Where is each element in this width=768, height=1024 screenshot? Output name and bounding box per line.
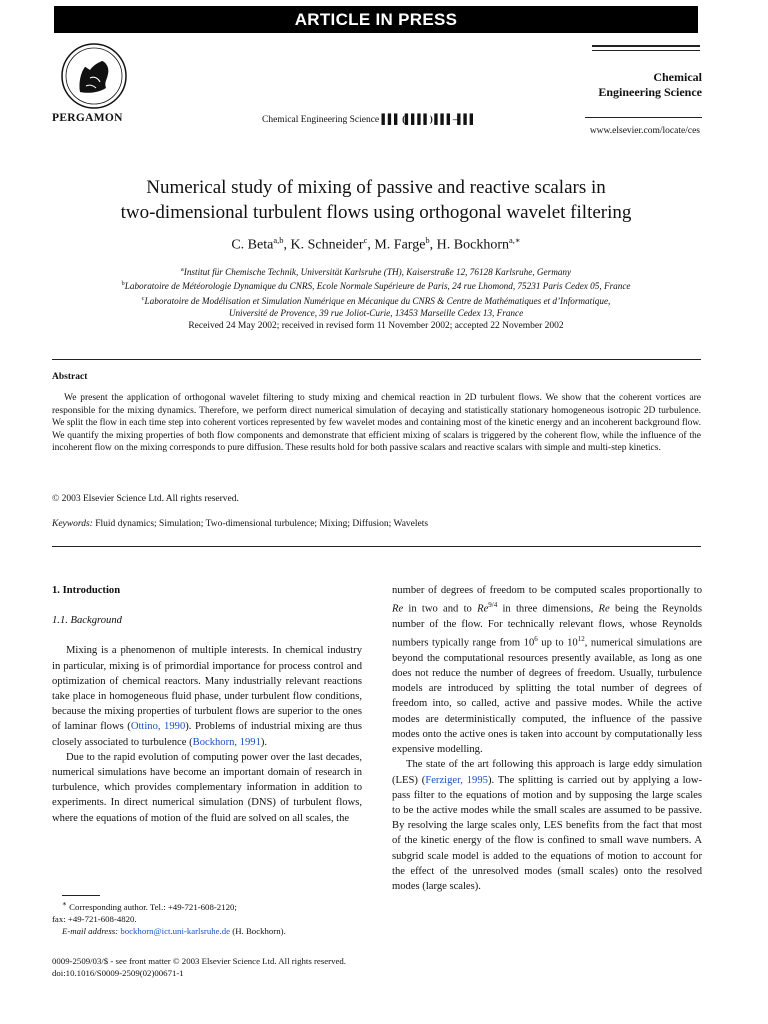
re-exponent: 9/4	[488, 601, 498, 610]
header-rule-bottom	[585, 117, 702, 118]
email-label: E-mail address:	[62, 926, 119, 937]
author-list: C. Beta$^{a,b}$, K. Schneider$^c$, M. Farge$^b$, H. Bockhorn$^{a,∗}$	[231, 235, 521, 253]
keywords-label: Keywords:	[52, 519, 93, 529]
keywords-list: Fluid dynamics; Simulation; Two-dimensional turbulence; Mixing; Diffusion; Wavelets	[95, 519, 429, 529]
affiliation-c-cont: Université de Provence, 39 rue Joliot-Curie, 13453 Marseille Cedex 13, France	[228, 308, 524, 319]
journal-url[interactable]: www.elsevier.com/locate/ces	[589, 126, 700, 136]
affiliation-a: $^a$Institut für Chemische Technik, Universität Karlsruhe (TH), Kaiserstraße 12, 76128 Karlsruhe, Germany	[180, 266, 572, 278]
author-name: C. Beta	[231, 237, 274, 253]
journal-ref-text: Chemical Engineering Science	[262, 115, 380, 125]
re-symbol: Re	[392, 603, 404, 615]
keywords	[52, 519, 428, 529]
re-symbol: Re	[477, 603, 489, 615]
author-sup: c	[363, 235, 368, 245]
exponent: 12	[577, 635, 585, 644]
author-sup: a,∗	[509, 235, 521, 245]
paragraph: Due to the rapid evolution of computing power over the last decades, numerical simulations have become an important domain of research in turbulence, which provides complementary information in addition to experiments. In direct numerical simulation (DNS) of turbulent flows, where the equations of motion of the fluid are solved on all scales, the	[52, 751, 362, 824]
title-line1: Numerical study of mixing of passive and reactive scalars in	[146, 177, 606, 198]
paragraph: The state of the art following this approach is large eddy simulation (LES) (Ferziger, 1995). The splitting is carried out by applying a low-pass filter to the equations of motion and by supposing the large scales to be the active modes while the small scales are assumed to be passive. By resolving the large scales only, LES benefits from the fact that most of the kinetic energy of the flow is confined to small wave numbers. A subgrid scale model is added to the equations of motion to account for the effect of the unresolved modes (small scales) onto the resolved modes (large scales).	[392, 759, 702, 892]
divider-bottom	[52, 546, 701, 547]
title-line2: two-dimensional turbulent flows using orthogonal wavelet filtering	[120, 202, 632, 223]
divider-top	[52, 359, 701, 360]
citation-link[interactable]: Ottino, 1990	[130, 721, 186, 733]
author-sup: a,b	[273, 235, 284, 245]
pergamon-logo	[60, 42, 128, 110]
doi-line: doi:10.1016/S0009-2509(02)00671-1	[52, 967, 184, 978]
affiliations	[54, 264, 698, 319]
citation-link[interactable]: Ferziger, 1995	[425, 774, 488, 786]
paragraph: Mixing is a phenomenon of multiple interests. In chemical industry in particular, mixing is of primordial importance for process control and optimization of chemical reactors. Many industrially relevant reactions take place in homogeneous fluid phase, under turbulent flow conditions, because the mixing properties of turbulent flows are superior to the ones of laminar flows (Ottino, 1990). Problems of industrial mixing are thus closely associated to turbulence (Bockhorn, 1991).	[52, 645, 363, 748]
section-heading: 1. Introduction	[52, 585, 121, 596]
journal-name-line1: Chemical	[653, 70, 702, 84]
header-rule-thick	[592, 45, 700, 47]
re-symbol: Re	[598, 603, 610, 615]
journal-reference	[262, 115, 476, 125]
journal-ref-volume: ▌▌▌ (▌▌▌▌) ▌▌▌–▌▌▌	[381, 115, 476, 125]
paragraph: number of degrees of freedom to be computed scales proportionally to Re in two and to $Re^{9/4}$ in three dimensions, Re being the Reynolds number of the flow. For technically relevant flows, whose Reynolds numbers typically range from $10^6$ up to $10^{12}$, numerical simulations are beyond the computational resources presently available, as long as one does not reduce the number of degrees of freedom. Usually, turbulence models are introduced by splitting the total number of degrees of freedom into, so called, active and passive modes. While the active modes are deterministically computed, the influence of the passive modes onto the active ones is taken into account by computationally less expensive modelling.	[392, 585, 703, 756]
author-name: H. Bockhorn	[436, 237, 509, 253]
journal-name	[580, 70, 702, 100]
publisher-name: PERGAMON	[52, 112, 123, 124]
author-name: M. Farge	[374, 237, 426, 253]
author-name: K. Schneider	[290, 237, 364, 253]
front-matter-info	[52, 956, 346, 979]
email-link[interactable]: bockhorn@ict.uni-karlsruhe.de	[120, 926, 231, 937]
received-dates: Received 24 May 2002; received in revised form 11 November 2002; accepted 22 November 2002	[188, 321, 564, 331]
left-column	[52, 583, 362, 826]
issn-line: 0009-2509/03/$ - see front matter © 2003 Elsevier Science Ltd. All rights reserved.	[52, 956, 346, 966]
footnote-star: ∗	[62, 899, 67, 908]
footnote-rule	[62, 895, 100, 896]
journal-name-line2: Engineering Science	[598, 85, 702, 99]
subsection-heading: 1.1. Background	[52, 615, 122, 627]
copyright-notice: © 2003 Elsevier Science Ltd. All rights reserved.	[52, 494, 239, 504]
affiliation-b: $^b$Laboratoire de Météorologie Dynamique du CNRS, Ecole Normale Supérieure de Paris, 24 rue Lhomond, 75231 Paris Cedex 05, France	[121, 280, 631, 292]
exponent: 6	[534, 635, 538, 644]
abstract-text: We present the application of orthogonal wavelet filtering to study mixing and chemical reaction in 2D turbulent flows. We show that the coherent vortices are responsible for the mixing dynamics. Therefore, we perform direct numerical simulation of decaying and statistically stationary homogeneous isotropic 2D turbulence. We split the flow in each time step into coherent vortices represented by few wavelet modes and containing most of the kinetic energy and an incoherent background flow. We quantify the mixing properties of both flow components and demonstrate that efficient mixing of scalars is triggered by the coherent flow, while the influence of the incoherent flow on the mixing corresponds to pure diffusion. These results hold for both passive scalars and reactive scalars with simple and multi-step kinetics.	[52, 393, 701, 454]
article-in-press-banner: ARTICLE IN PRESS	[54, 6, 698, 33]
right-column	[392, 583, 702, 894]
header-rule-thin	[592, 50, 700, 51]
citation-link[interactable]: Bockhorn, 1991	[192, 736, 261, 748]
abstract-heading: Abstract	[52, 372, 88, 382]
footnote: ∗ Corresponding author. Tel.: +49-721-608-2120; fax: +49-721-608-4820. E-mail address: bockhorn@ict.uni-karlsruhe.de (H. Bockhorn).	[52, 899, 286, 937]
author-sup: b	[425, 235, 430, 245]
article-title	[54, 175, 698, 225]
affiliation-c: $^c$Laboratoire de Modélisation et Simulation Numérique en Mécanique du CNRS & Centre de Mathématiques et d’Informatique,	[141, 294, 611, 306]
